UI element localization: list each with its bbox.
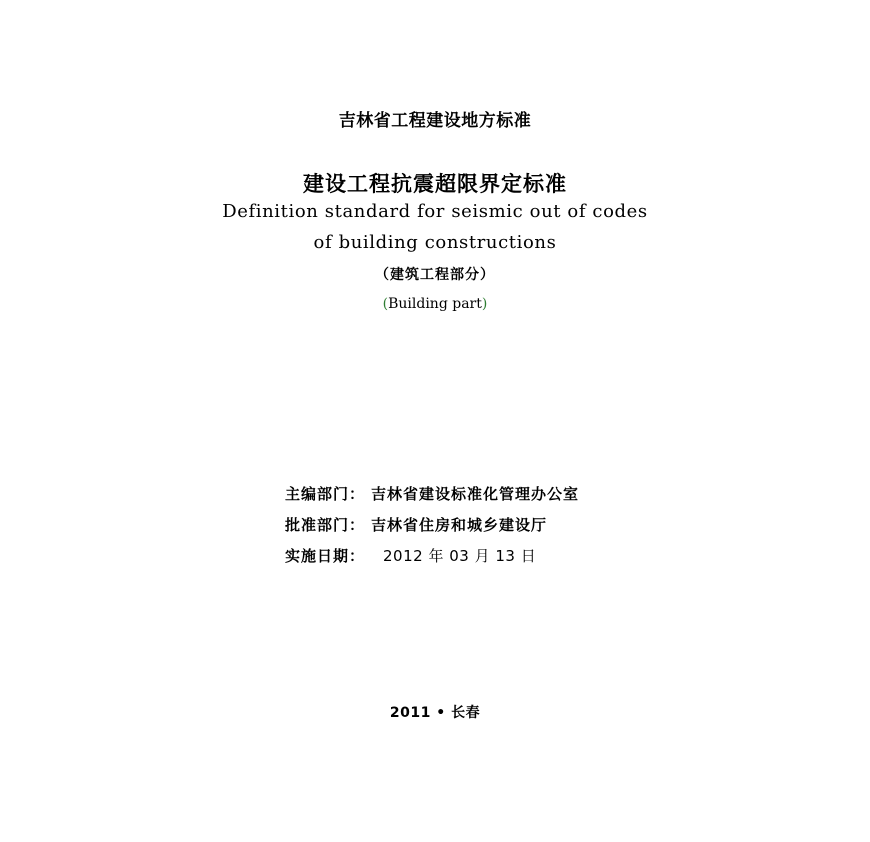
title-english-line-1: Definition standard for seismic out of codes [222,201,648,222]
approver-department-value: 吉林省住房和城乡建设厅 [371,516,548,534]
publication-footer: 2011 • 长春 [389,705,481,721]
part-english-close-paren: ) [481,296,488,312]
part-english-open-paren: ( [382,296,389,312]
effective-date-row [285,545,536,566]
effective-date-value: 2012 年 03 月 13 日 [383,547,537,565]
editor-department-value: 吉林省建设标准化管理办公室 [371,485,580,503]
editor-department-label: 主编部门： [285,485,366,503]
title-chinese: 建设工程抗震超限界定标准 [303,172,567,196]
part-english [0,296,870,312]
part-english-text: Building part [388,296,482,312]
title-english-line-2: of building constructions [313,232,557,253]
part-chinese: （建筑工程部分） [375,267,495,283]
approver-department-label: 批准部门： [285,516,366,534]
approver-department-row [285,514,547,535]
effective-date-label: 实施日期： [285,547,366,565]
standard-series-header: 吉林省工程建设地方标准 [338,111,532,131]
editor-department-row [285,483,579,504]
